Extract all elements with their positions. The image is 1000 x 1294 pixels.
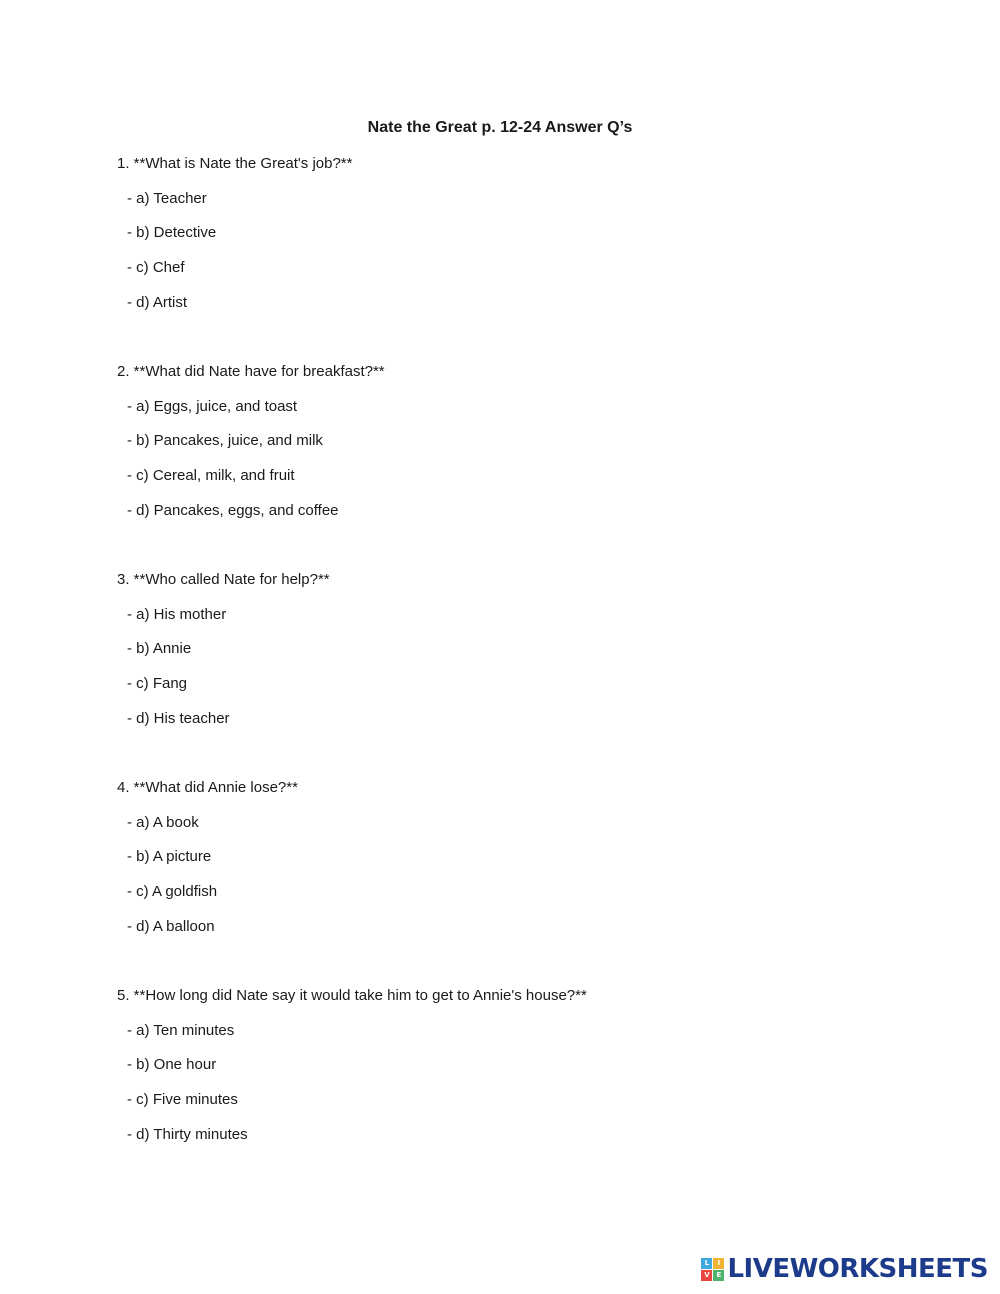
- logo-mark-tile: E: [713, 1270, 724, 1281]
- answer-option-d: - d) His teacher: [127, 709, 230, 727]
- answer-option-c: - c) Cereal, milk, and fruit: [127, 467, 295, 485]
- answer-option-b: - b) Annie: [127, 640, 192, 658]
- question-text: 2. **What did Nate have for breakfast?**: [117, 363, 385, 380]
- answer-option-a: - a) Teacher: [127, 189, 207, 207]
- question-5: [117, 985, 917, 1193]
- answer-option-a: - a) Ten minutes: [127, 1021, 235, 1039]
- question-1: [117, 153, 917, 361]
- answer-option-c: - c) A goldfish: [127, 883, 218, 901]
- answer-option-c: - c) Five minutes: [127, 1091, 238, 1109]
- answer-option-d: - d) Thirty minutes: [127, 1125, 248, 1143]
- answer-option-b: - b) One hour: [127, 1056, 217, 1074]
- answer-option-a: - a) His mother: [127, 605, 227, 623]
- page-title: Nate the Great p. 12-24 Answer Q’s: [367, 119, 633, 136]
- logo-mark-tile: V: [701, 1270, 712, 1281]
- logo-mark-tile: I: [713, 1258, 724, 1269]
- question-text: 1. **What is Nate the Great's job?**: [117, 155, 353, 172]
- question-4: [117, 777, 917, 985]
- answer-option-c: - c) Fang: [127, 675, 188, 693]
- answer-option-b: - b) Detective: [127, 224, 217, 242]
- logo-mark-icon: [701, 1258, 724, 1281]
- question-list: [117, 153, 917, 1193]
- answer-option-b: - b) A picture: [127, 848, 212, 866]
- answer-option-d: - d) Pancakes, eggs, and coffee: [127, 501, 339, 519]
- question-text: 3. **Who called Nate for help?**: [117, 571, 330, 588]
- answer-option-d: - d) A balloon: [127, 917, 215, 935]
- question-text: 5. **How long did Nate say it would take him to get to Annie's house?**: [117, 987, 587, 1004]
- logo-mark-tile: L: [701, 1258, 712, 1269]
- question-text: 4. **What did Annie lose?**: [117, 779, 298, 796]
- answer-option-c: - c) Chef: [127, 259, 185, 277]
- answer-option-b: - b) Pancakes, juice, and milk: [127, 432, 323, 450]
- answer-option-d: - d) Artist: [127, 293, 188, 311]
- answer-option-a: - a) A book: [127, 813, 199, 831]
- logo-text: LIVEWORKSHEETS: [727, 1254, 988, 1284]
- answer-option-a: - a) Eggs, juice, and toast: [127, 397, 298, 415]
- liveworksheets-logo: [701, 1254, 988, 1284]
- question-2: [117, 361, 917, 569]
- question-3: [117, 569, 917, 777]
